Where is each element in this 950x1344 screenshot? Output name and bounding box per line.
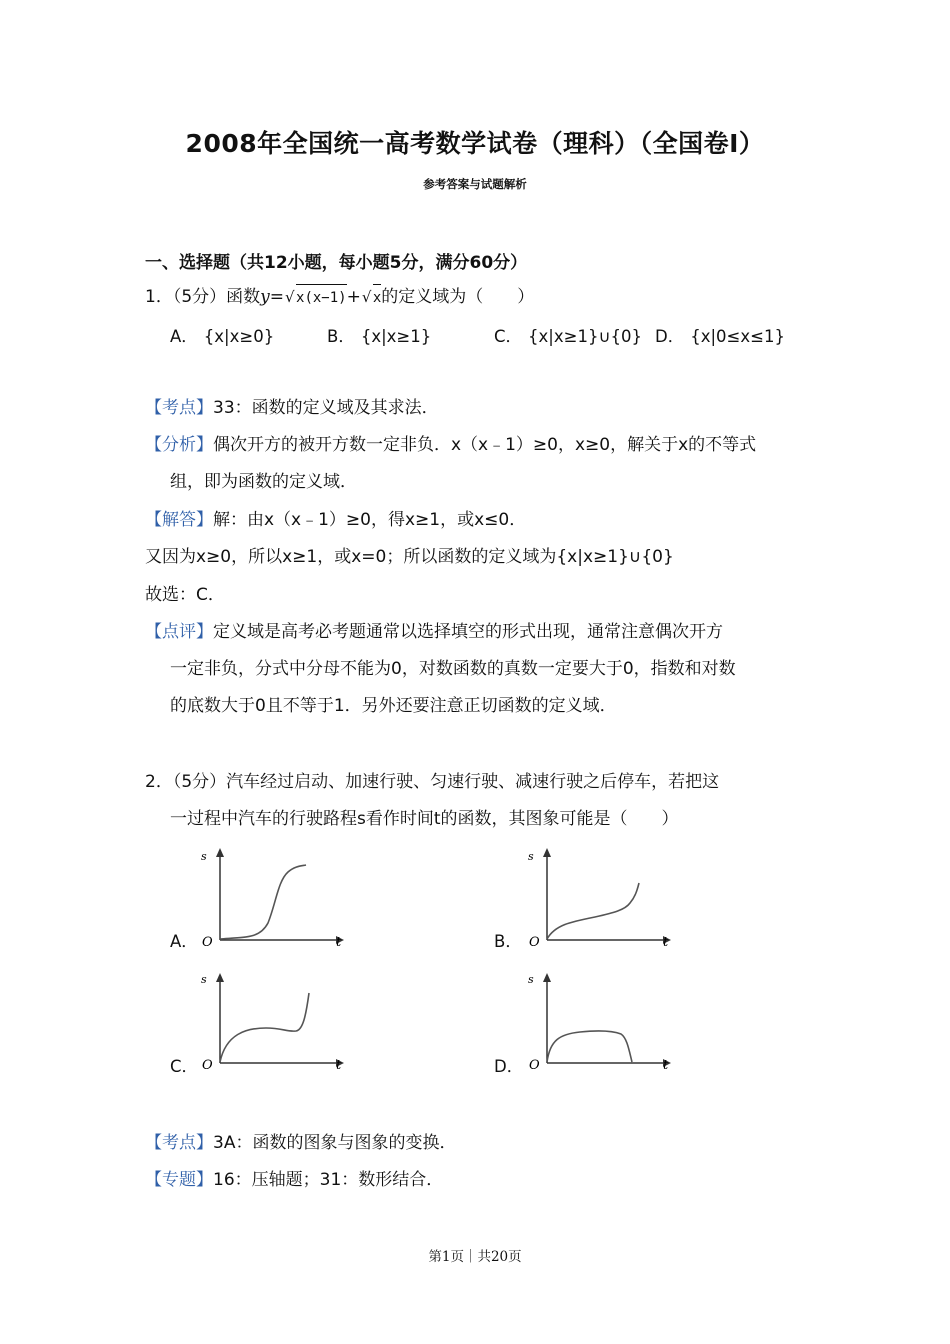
q2-kaodian-text: 3A：函数的图象与图象的变换．	[213, 1133, 457, 1153]
q1-eq: =	[269, 287, 285, 307]
graph-c-s-label: s	[201, 973, 207, 986]
q2-stem-2: 一过程中汽车的行驶路程s看作时间t的函数，其图象可能是（ ）	[170, 809, 679, 829]
q1-jieda-text-2: 又因为x≥0，所以x≥1，或x=0；所以函数的定义域为{x|x≥1}∪{0}	[145, 547, 674, 567]
graph-c-y-arrow	[216, 973, 224, 982]
q2-graph-d-label[interactable]: D．	[494, 1057, 524, 1076]
graph-a-t-label: t	[336, 935, 342, 950]
q2-kaodian	[145, 1131, 456, 1155]
graph-d-curve	[547, 1031, 632, 1062]
q1-dianping	[145, 620, 723, 644]
q1-y-var: y	[260, 287, 270, 307]
graph-b-s-label: s	[528, 850, 534, 863]
q1-kaodian-tag: 【考点】	[145, 398, 213, 418]
graph-c-curve	[220, 993, 309, 1062]
q1-dianping-text-2: 一定非负，分式中分母不能为0，对数函数的真数一定要大于0，指数和对数	[170, 659, 736, 679]
q2-zhuanti-tag: 【专题】	[145, 1170, 213, 1190]
page-footer: 第1页｜共20页	[428, 1249, 522, 1265]
graph-d-t-label: t	[663, 1058, 669, 1073]
q1-guxuan: 故选：C．	[145, 585, 225, 605]
graph-b-t-label: t	[663, 935, 669, 950]
q1-option-d-text: {x|0≤x≤1}	[690, 327, 785, 346]
q1-jieda	[145, 508, 526, 532]
q1-option-b-label: B．	[327, 327, 355, 346]
graph-d-y-arrow	[543, 973, 551, 982]
q1-score: （5分）	[172, 287, 227, 307]
graph-a-origin: O	[202, 935, 213, 950]
q1-stem-prefix: 函数	[226, 287, 261, 307]
graph-a-s-label: s	[201, 850, 207, 863]
graph-b-y-arrow	[543, 848, 551, 857]
q1-number: 1．	[145, 287, 173, 307]
q1-fenxi-text-1: 偶次开方的被开方数一定非负．x（x﹣1）≥0，x≥0，解关于x的不等式	[213, 435, 757, 455]
q2-zhuanti	[145, 1168, 443, 1192]
q1-jieda-tag: 【解答】	[145, 510, 213, 530]
page-title: 2008年全国统一高考数学试卷（理科）（全国卷Ⅰ）	[185, 129, 765, 158]
q1-option-c[interactable]	[494, 323, 642, 347]
q1-plus: +	[346, 287, 361, 307]
q1-fenxi-tag: 【分析】	[145, 435, 213, 455]
q2-stem-text-1: （5分）汽车经过启动、加速行驶、匀速行驶、减速行驶之后停车，若把这	[172, 772, 720, 792]
q1-option-c-text: {x|x≥1}∪{0}	[528, 327, 643, 346]
graph-c-origin: O	[202, 1058, 213, 1073]
graph-b-curve	[547, 883, 639, 939]
q2-graph-b[interactable]	[525, 845, 675, 950]
q2-zhuanti-text: 16：压轴题；31：数形结合．	[213, 1170, 444, 1190]
graph-c-t-label: t	[336, 1058, 342, 1073]
graph-b-origin: O	[529, 935, 540, 950]
graph-a-y-arrow	[216, 848, 224, 857]
q1-dianping-text-3: 的底数大于0且不等于1．另外还要注意正切函数的定义域．	[170, 696, 617, 716]
q2-graph-c-label[interactable]: C．	[170, 1057, 199, 1076]
graph-d-origin: O	[529, 1058, 540, 1073]
q2-graph-d[interactable]	[525, 970, 675, 1075]
q1-option-a-label: A．	[170, 327, 198, 346]
q1-sqrt-2-body: x	[372, 290, 382, 306]
q1-option-a[interactable]	[170, 323, 274, 347]
q2-number: 2．	[145, 772, 173, 792]
q1-stem	[145, 283, 534, 310]
q1-option-c-label: C．	[494, 327, 523, 346]
q1-option-d[interactable]	[655, 323, 785, 347]
section-heading: 一、选择题（共12小题，每小题5分，满分60分）	[145, 253, 528, 273]
q1-sqrt-2: √ x	[362, 283, 381, 310]
q1-fenxi	[145, 433, 756, 457]
q1-kaodian-text: 33：函数的定义域及其求法．	[213, 398, 439, 418]
q1-kaodian	[145, 396, 439, 420]
q1-jieda-text-1: 解：由x（x﹣1）≥0，得x≥1，或x≤0．	[213, 510, 527, 530]
q2-graph-c[interactable]	[198, 970, 348, 1075]
q2-graph-a[interactable]	[198, 845, 348, 950]
q1-sqrt-1-body: x(x−1)	[296, 290, 347, 306]
graph-d-s-label: s	[528, 973, 534, 986]
q2-graph-b-label[interactable]: B．	[494, 932, 522, 951]
q1-option-b[interactable]	[327, 323, 431, 347]
q1-fenxi-text-2: 组，即为函数的定义域．	[170, 472, 357, 492]
q2-stem-1	[145, 770, 719, 794]
q1-dianping-text-1: 定义域是高考必考题通常以选择填空的形式出现，通常注意偶次开方	[213, 622, 723, 642]
q1-sqrt-1: √ x(x−1)	[285, 283, 347, 310]
q1-option-a-text: {x|x≥0}	[203, 327, 275, 346]
q2-kaodian-tag: 【考点】	[145, 1133, 213, 1153]
graph-a-curve	[220, 865, 306, 939]
page-subtitle: 参考答案与试题解析	[423, 177, 527, 191]
q1-option-d-label: D．	[655, 327, 685, 346]
q1-stem-suffix: 的定义域为（ ）	[381, 287, 535, 307]
q1-dianping-tag: 【点评】	[145, 622, 213, 642]
q1-option-b-text: {x|x≥1}	[360, 327, 432, 346]
q2-graph-a-label[interactable]: A．	[170, 932, 198, 951]
